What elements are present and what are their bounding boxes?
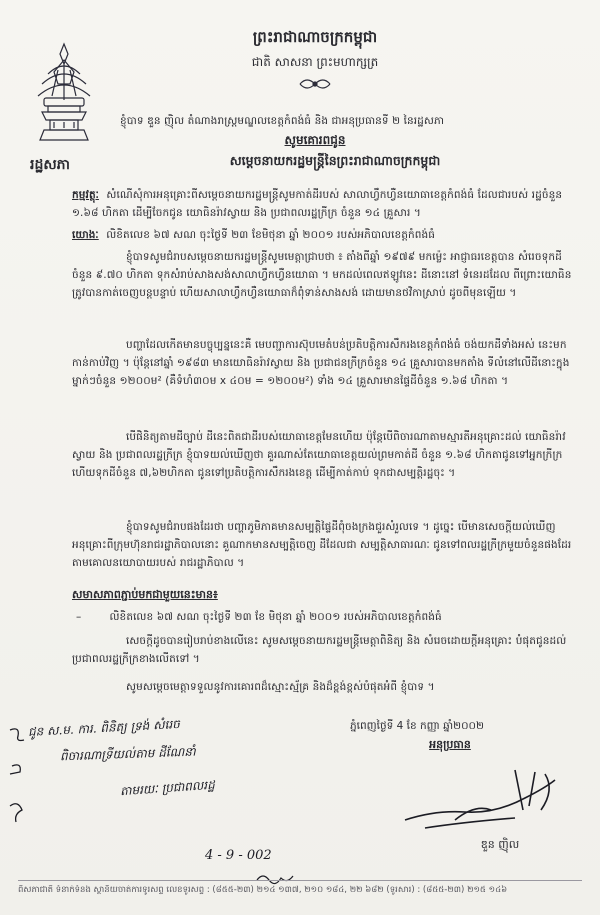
paragraph-3: បើផិនិត្យតាមដីច្បាប់ ដីនេះពិតជាដីរបស់យោធាខេត្តមែនហើយ ប៉ុន្តែបើពិចារណាតាមស្មារតីអនុគ្រោះដល់ យោធិនរ៉ាវស្វាយ និង ប្រជាពលរដ្ឋក្រីក្រ ខ្ញុំបាទយល់ឃើញថា គួរណាស់តែយោធាខេត្តយល់ព្រមកាត់ដី ចំនួន ១.៦៨ ហិកតាជូនទៅអ្នកក្រីក្រ ហើយទុកដីចំនួន ៧,៦២ហិកតា ជូនទៅប្រតិបត្តិការសឹករងខេត្ត ដើម្បីកាត់កាប់ ទុកជាសម្បត្តិរដ្ឋចុះ ។: [72, 431, 566, 479]
margin-marks-icon: [6, 726, 32, 826]
subject-text: សំណើសុំការអនុគ្រោះពីសម្តេចនាយករដ្ឋមន្ត្រីសូមកាត់ដីរបស់ សាលាហ្វឹកហ្វឺនយោធាខេត្តកំពង់ធំ ដែលជារបស់ រដ្ឋចំនួន ១.៦៨ ហិកតា ដើម្បីចែកជូន យោធិនរ៉ាវស្វាយ និង ប្រជាពលរដ្ឋក្រីក្រ ចំនួន ១៤ គ្រួសារ ។: [72, 189, 563, 219]
handwritten-line-3: តាមរយៈ ប្រជាពលរដ្ឋ: [119, 777, 216, 799]
signature-icon: [395, 760, 575, 840]
handwritten-date: 4 - 9 - 002: [205, 848, 272, 863]
institution-name: រដ្ឋសភា: [30, 157, 70, 173]
signer-title: អនុប្រធាន: [429, 738, 471, 751]
subject-block: [72, 186, 580, 222]
signer-name: ឌួន ញ៉ិល: [480, 838, 520, 851]
handwritten-line-1: ជូន ស.ម. ការ. ពិនិត្យ ទ្រង់ សំរេច: [27, 717, 181, 739]
closing-paragraph-2: សូមសម្តេចមេត្តាទទួលនូវការគោរពដ៏ស្មោះស្ម័គ្រ និងដ៏ខ្ពង់ខ្ពស់បំផុតអំពី ខ្ញុំបាទ ។: [126, 681, 435, 693]
national-motto: ជាតិ សាសនា ព្រះមហាក្សត្រ: [251, 55, 379, 69]
closing-paragraph-1: សេចក្តីដូចបានរៀបរាប់ខាងលើនេះ សូមសម្តេចនាយករដ្ឋមន្ត្រីមេត្តាពិនិត្យ និង សំរេចដោយក្តីអនុគ្រោះ បំផុតជូនដល់ប្រជាពលរដ្ឋក្រីក្រខាងលើតទៅ ។: [72, 635, 567, 665]
attachment-item: [76, 608, 576, 626]
reference-label: យោងៈ: [72, 229, 99, 241]
handwritten-notes: [0, 700, 360, 890]
kingdom-title: ព្រះរាជាណាចក្រកម្ពុជា: [252, 28, 378, 46]
sender-reference: ខ្ញុំបាទ ឌួន ញ៉ិល តំណាងរាស្ត្រមណ្ឌលខេត្តកំពង់ធំ និង ជាអនុប្រធានទី ២ នៃរដ្ឋសភា: [120, 115, 445, 127]
footer-contact: ពីសភាជាតិ ទំនាក់ទំនង ស្ថានីយចាត់ការទូរសព្ទ លេខទូរសព្ទ : (៨៥៥-២៣) ២១៤ ១៣៧, ២១០ ១៨៤, ២២ ៦៨២ (ទូរសារ) : (៨៥៥-២៣) ២១៥ ១៤៦: [18, 885, 508, 895]
footer-divider: [18, 880, 582, 881]
attachment-text: លិខិតលេខ ៦៧ សណ ចុះថ្ងៃទី ២៣ ខែ មិថុនា ឆ្នាំ ២០០១ របស់អភិបាលខេត្តកំពង់ធំ: [109, 611, 442, 623]
reference-text: លិខិតលេខ ៦៧ សណ ចុះថ្ងៃទី ២៣ ខែមិថុនា ឆ្នាំ ២០០១ របស់អភិបាលខេត្តកំពង់ធំ: [106, 229, 436, 241]
royal-emblem-icon: [30, 40, 98, 148]
addressee: សម្តេចនាយករដ្ឋមន្ត្រីនៃព្រះរាជាណាចក្រកម្ពុជា: [229, 153, 441, 168]
ornament-icon: [298, 74, 332, 94]
subject-label: កម្មវត្ថុៈ: [72, 189, 99, 201]
reference-block: [72, 226, 580, 244]
attachments-heading: សមាសភាពភ្ជាប់មកជាមួយនេះមាន៖: [72, 588, 218, 601]
paragraph-2: បញ្ហាដែលកើតមានបច្ចុប្បន្ននេះគឺ មេបញ្ជាការស៊ុបមេតំបន់ប្រតិបត្តិការសឹករងខេត្តកំពង់ធំ ចង់យកដីទាំងអស់ នេះមកកាន់កាប់វិញ ។ ប៉ុន្តែនៅឆ្នាំ ១៩៨៣ មានយោធិនរ៉ាវស្វាយ និង ប្រជាជនក្រីក្រចំនួន ១៤ គ្រួសារបានមកតាំង ទីលំនៅលើដីនោះក្នុងម្នាក់ៗចំនួន ១២០០ម² (គឺទំហំ៣០ម x ៤០ម = ១២០០ម²) ទាំង ១៤ គ្រួសារមានផ្ទៃដីចំនួន ១.៦៨ ហិកតា ។: [72, 339, 570, 387]
paragraph-4: ខ្ញុំបាទសូមជំរាបផងដែរថា បញ្ហាភូមិភាគមានសម្បត្តិផ្ទៃដីពុំចងក្រងជួរសំរួលទេ ។ ដូច្នេះ បើមានសេចក្តីយល់ឃើញអនុគ្រោះពីក្រុមហ៊ុនរាជរដ្ឋាភិបាលនោះ គួណាកមានសម្បត្តិចេញ ដីដែលជា សម្បត្តិសាធារណៈ ជូនទៅពលរដ្ឋក្រីក្រមួយចំនួនផងដែរ តាមគោលនយោបាយរបស់ រាជរដ្ឋាភិបាល ។: [72, 521, 572, 569]
place-date: ភ្នំពេញថ្ងៃទី 4 ខែ កញ្ញា ឆ្នាំ២០០២: [350, 720, 484, 732]
paragraph-1: ខ្ញុំបាទសូមជំរាបសម្តេចនាយករដ្ឋមន្ត្រីសូមមេត្តាជ្រាបថា ៖ តាំងពីឆ្នាំ ១៩៧៩ មកម្ល៉េះ អាជ្ញាធរខេត្តបាន សំរេចទុកដីចំនួន ៩.៧០ ហិកតា ទុកសំរាប់សាងសង់សាលាហ្វឹកហ្វឺនយោធា ។ មកដល់ពេលឥឡូវនេះ ដីនោះនៅ ទំនេរដដែល ពីព្រោះយោធិនត្រូវបានកាត់ចេញបន្តបន្ទាប់ ហើយសាលាហ្វឹកហ្វឺនយោធាក៏ពុំទាន់សាងសង់ ដោយមានថវិកាស្រាប់ ដូចពីមុនឡើយ ។: [72, 251, 572, 299]
respect-greeting: សូមគោរពជូន: [284, 133, 346, 147]
handwritten-line-2: ពិចារណាទ្រីយល់តាម ដីណែនាំ: [59, 744, 196, 764]
scribble-icon: [255, 870, 295, 886]
bullet-dash-icon: –: [76, 611, 82, 623]
